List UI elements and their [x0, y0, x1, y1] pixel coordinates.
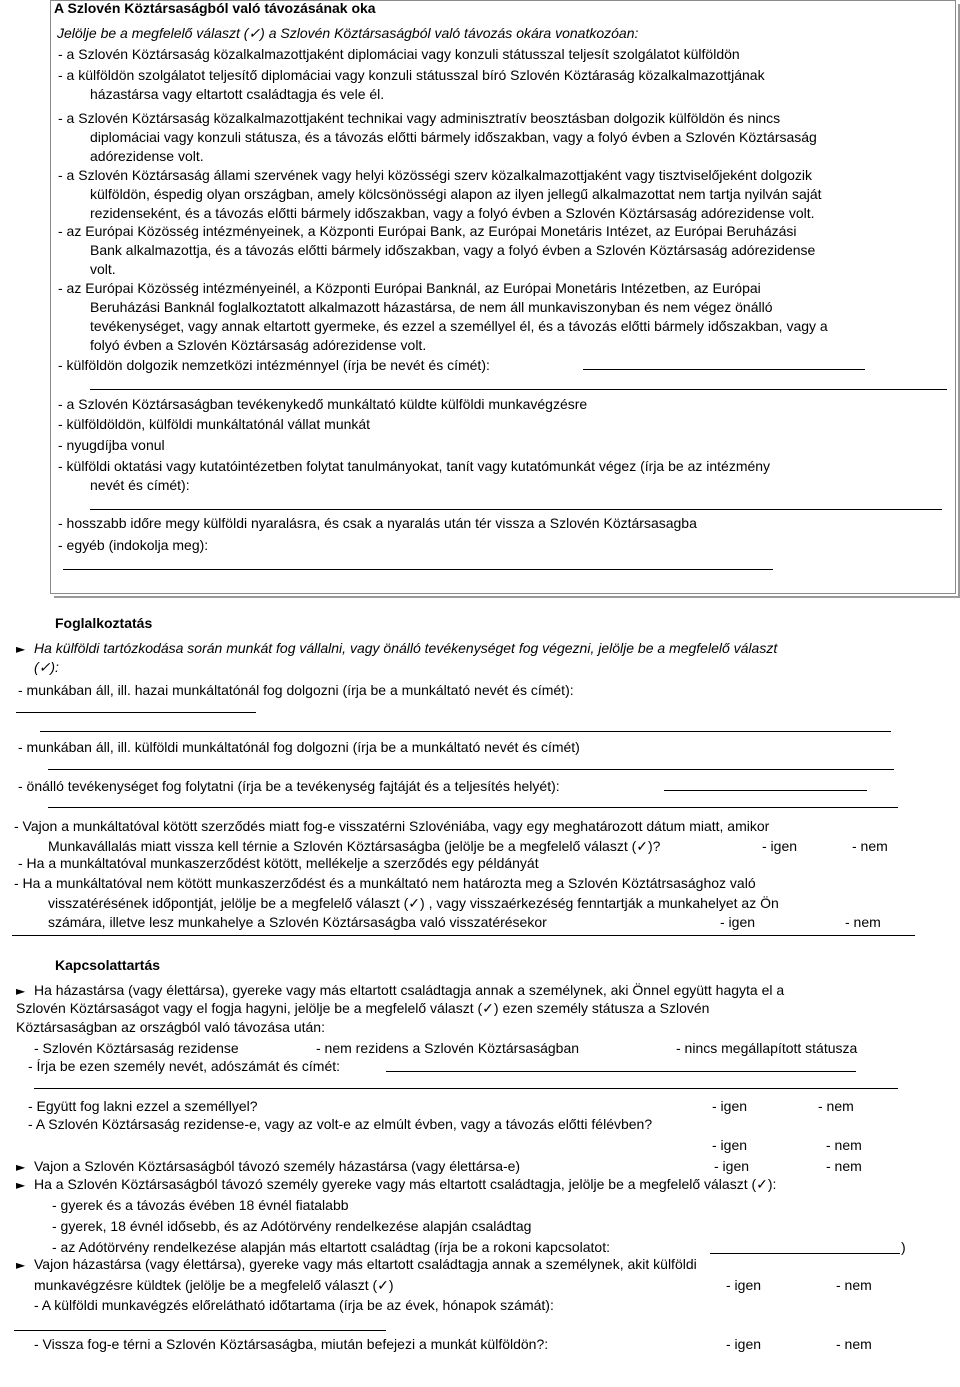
return-yes-option[interactable]: - igen [762, 838, 798, 854]
foreign-employer-line[interactable] [48, 769, 894, 770]
employment-option-domestic[interactable]: - munkában áll, ill. hazai munkáltatónál fog dolgozni (írja be a munkáltató nevét és címét): [18, 682, 574, 698]
dependent-option-other[interactable]: - az Adótörvény rendelkezése alapján más eltartott családtag (írja be a rokoni kapcsolatot: [52, 1239, 610, 1255]
return-home-yes-option[interactable]: - igen [726, 1336, 762, 1352]
departure-item-text: külföldön, éspedig olyan országban, amely kölcsönösségi alapon az ilyen jellegű alkalmazottat nem tartja nyilván saját [90, 186, 822, 202]
contact-arrow-icon: ► [16, 984, 26, 998]
departure-item-5-line-1[interactable] [58, 223, 797, 239]
work-question-line-1: Vajon házastársa (vagy élettársa), gyereke vagy más eltartott családtagja annak a személynek, akit külföldi [34, 1256, 697, 1272]
departure-item-6-line-4 [90, 337, 426, 353]
departure-item-5-line-3 [90, 261, 116, 277]
employment-option-foreign[interactable]: - munkában áll, ill. külföldi munkáltatónál fog dolgozni (írja be a munkáltató nevét és címét) [18, 739, 580, 755]
departure-item-text: - külföldi oktatási vagy kutatóintézetben folytat tanulmányokat, tanít vagy kutatómunkát végez (írja be az intézmény [58, 458, 771, 474]
work-yes-option[interactable]: - igen [726, 1277, 762, 1293]
employment-title: Foglalkoztatás [55, 615, 153, 631]
resident-yes-option[interactable]: - igen [712, 1137, 748, 1153]
domestic-employer-line-2[interactable] [40, 731, 891, 732]
workplace-no-option[interactable]: - nem [845, 914, 881, 930]
work-question-line-2: munkavégzésre küldtek (jelölje be a megfelelő választ (✓) [34, 1277, 394, 1293]
resident-no-option[interactable]: - nem [826, 1137, 862, 1153]
live-together-yes-option[interactable]: - igen [712, 1098, 748, 1114]
dependents-arrow-icon: ► [16, 1178, 26, 1192]
departure-item-text: - a Szlovén Köztársaság közalkalmazottjaként technikai vagy adminisztratív beosztásban dolgozik külföldön és nincs [58, 110, 781, 126]
departure-item-text: - az Európai Közösség intézményeinek, a Központi Európai Bank, az Európai Monetáris Intézet, az Európai Beruházási [58, 223, 797, 239]
dependents-question: Ha a Szlovén Köztársaságból távozó személy gyereke vagy más eltartott családtagja, jelölje be a megfelelő választ (✓): [34, 1176, 777, 1192]
relationship-fill-line[interactable] [710, 1253, 900, 1254]
spouse-question-line-3: Köztársaságban az országból való távozása után: [16, 1019, 325, 1035]
employment-bottom-rule [12, 935, 915, 936]
return-no-option[interactable]: - nem [852, 838, 888, 854]
departure-item-text: - az Európai Közösség intézményeinél, a Központi Európai Banknál, az Európai Monetáris Intézetben, az Európai [58, 280, 761, 296]
work-arrow-icon: ► [16, 1258, 26, 1272]
departure-item-3-line-2 [90, 129, 817, 145]
return-question-line-1: - Vajon a munkáltatóval kötött szerződés miatt fog-e visszatérni Szlovéniába, vagy egy meghatározott dátum miatt, amikor [14, 818, 770, 834]
return-question-line-2: Munkavállalás miatt vissza kell térnie a Szlovén Köztársaságba (jelölje be a megfelelő választ (✓)? [48, 838, 661, 854]
departure-item-9-line-1[interactable] [58, 416, 370, 432]
departure-item-text: - külföldöldön, külföldi munkáltatónál vállat munkát [58, 416, 371, 432]
departure-item-text: Beruházási Banknál foglalkoztatott alkalmazott házastársa, de nem áll munkaviszonyban és nem végez önálló [90, 299, 773, 315]
no-contract-line-2: visszatérésének időpontját, jelölje be a megfelelő választ (✓) , vagy visszaérkezéség fenntartják a munkahelyet az Ön [48, 895, 779, 911]
institution-fill-line-1[interactable] [583, 369, 865, 370]
departure-item-4-line-2 [90, 186, 822, 202]
departure-item-text: Bank alkalmazottja, és a távozás előtti bármely időszakban, vagy a folyó évben a Szlovén Köztársaság adórezidense [90, 242, 816, 258]
status-undetermined-option[interactable]: - nincs megállapított státusza [676, 1040, 858, 1056]
duration-fill-line[interactable] [14, 1330, 386, 1331]
departure-item-7-line-1[interactable] [58, 357, 490, 373]
departure-instruction: Jelölje be a megfelelő választ (✓) a Szlovén Köztársaságból való távozás okára vonatkozóan: [57, 25, 639, 41]
departure-item-text: - a Szlovén Köztársaság állami szervének vagy helyi közösségi szerv közalkalmazottjaként vagy tisztviselőjeként dolgozik [58, 167, 813, 183]
live-together-question: - Együtt fog lakni ezzel a személlyel? [28, 1098, 258, 1114]
departure-title: A Szlovén Köztársaságból való távozásának oka [54, 0, 376, 16]
departure-item-10-line-1[interactable] [58, 437, 165, 453]
person-details-line-2[interactable] [34, 1088, 898, 1089]
departure-item-text: diplomáciai vagy konzuli státusza, és a távozás előtti bármely időszakban, vagy a folyó évben a Szlovén Köztársaság [90, 129, 817, 145]
spouse-leaving-question: Vajon a Szlovén Köztársaságból távozó személy házastársa (vagy élettársa-e) [34, 1158, 521, 1174]
departure-item-text: tevékenységet, vagy annak eltartott gyermeke, és ezzel a személlyel él, és a távozás előtti bármely időszakban, vagy a [90, 318, 828, 334]
departure-item-3-line-1[interactable] [58, 110, 780, 126]
contract-note: - Ha a munkáltatóval munkaszerződést kötött, mellékelje a szerződés egy példányát [18, 855, 539, 871]
duration-label: - A külföldi munkavégzés előrelátható időtartama (írja be az évek, hónapok számát): [34, 1297, 554, 1313]
work-no-option[interactable]: - nem [836, 1277, 872, 1293]
departure-item-text: nevét és címét): [90, 477, 190, 493]
departure-item-4-line-1[interactable] [58, 167, 812, 183]
departure-item-11-line-1[interactable] [58, 458, 770, 474]
spouse-question-line-1: Ha házastársa (vagy élettársa), gyereke vagy más eltartott családtagja annak a személynek, aki Önnel együtt hagyta el a [34, 982, 785, 998]
return-home-question: - Vissza fog-e térni a Szlovén Köztársaságba, miután befejezi a munkát külföldön?: [34, 1336, 549, 1352]
domestic-employer-line-1[interactable] [16, 712, 256, 713]
departure-item-6-line-1[interactable] [58, 280, 761, 296]
spouse-question-line-2: Szlovén Köztársaságot vagy el fogja hagyni, jelölje be a megfelelő választ (✓) ezen személy státusza a Szlovén [16, 1000, 710, 1016]
departure-item-text: - hosszabb időre megy külföldi nyaralásra, és csak a nyaralás után tér vissza a Szlovén Köztársasagba [58, 515, 697, 531]
departure-item-2-line-2 [90, 86, 384, 102]
departure-item-text: - külföldön dolgozik nemzetközi intézménnyel (írja be nevét és címét): [58, 357, 490, 373]
spouse-leaving-yes-option[interactable]: - igen [714, 1158, 750, 1174]
write-person-label: - Írja be ezen személy nevét, adószámát és címét: [28, 1058, 341, 1074]
spouse-leaving-arrow-icon: ► [16, 1160, 26, 1174]
departure-item-text: rezidenseként, és a távozás előtti bármely időszakban, vagy a folyó évben a Szlovén Köztársaság adórezidense volt. [90, 205, 815, 221]
institution-fill-line-2[interactable] [90, 389, 947, 390]
status-resident-option[interactable]: - Szlovén Köztársaság rezidense [34, 1040, 239, 1056]
self-employment-line-1[interactable] [664, 790, 867, 791]
departure-item-2-line-1[interactable] [58, 67, 765, 83]
departure-item-text: házastársa vagy eltartott családtagja és vele él. [90, 86, 385, 102]
departure-item-text: folyó évben a Szlovén Köztársaság adórezidense volt. [90, 337, 427, 353]
dependent-option-adult[interactable]: - gyerek, 18 évnél idősebb, és az Adótörvény rendelkezése alapján családtag [52, 1218, 532, 1234]
departure-item-3-line-3 [90, 148, 204, 164]
departure-item-11-line-2 [90, 477, 190, 493]
status-nonresident-option[interactable]: - nem rezidens a Szlovén Köztársaságban [316, 1040, 580, 1056]
live-together-no-option[interactable]: - nem [818, 1098, 854, 1114]
employment-option-self[interactable]: - önálló tevékenységet fog folytatni (írja be a tevékenység fajtáját és a teljesítés helyét): [18, 778, 560, 794]
no-contract-line-3: számára, illetve lesz munkahelye a Szlovén Köztársaságba való visszatérésekor [48, 914, 547, 930]
departure-item-text: adórezidense volt. [90, 148, 204, 164]
departure-item-13-line-1[interactable] [58, 537, 208, 553]
departure-item-text: - egyéb (indokolja meg): [58, 537, 209, 553]
resident-question: - A Szlovén Köztársaság rezidense-e, vagy az volt-e az elmúlt évben, vagy a távozás előtti félévben? [28, 1116, 653, 1132]
departure-item-text: - a Szlovén Köztársaságban tevékenykedő munkáltató küldte külföldi munkavégzésre [58, 396, 588, 412]
no-contract-line-1: - Ha a munkáltatóval nem kötött munkaszerződést és a munkáltató nem határozta meg a Szlovén Köztátrsasághoz való [14, 875, 756, 891]
employment-arrow-icon: ► [16, 642, 26, 656]
spouse-leaving-no-option[interactable]: - nem [826, 1158, 862, 1174]
self-employment-line-2[interactable] [48, 807, 898, 808]
close-paren: ) [901, 1239, 906, 1255]
departure-item-5-line-2 [90, 242, 815, 258]
employment-question-line-1: Ha külföldi tartózkodása során munkát fog vállalni, vagy önálló tevékenységet fog végezni, jelölje be a megfelelő választ [34, 640, 778, 656]
departure-item-8-line-1[interactable] [58, 396, 587, 412]
workplace-yes-option[interactable]: - igen [720, 914, 756, 930]
departure-item-12-line-1[interactable] [58, 515, 697, 531]
other-reason-fill-line[interactable] [63, 569, 773, 570]
departure-item-text: - a külföldön szolgálatot teljesítő diplomáciai vagy konzuli státusszal bíró Szlovén Köztáraság közalkalmazottjának [58, 67, 765, 83]
departure-item-1-line-1[interactable] [58, 46, 740, 62]
departure-item-text: volt. [90, 261, 116, 277]
departure-item-6-line-3 [90, 318, 828, 334]
departure-item-text: - a Szlovén Köztársaság közalkalmazottjaként diplomáciai vagy konzuli státusszal teljesít szolgálatot külföldön [58, 46, 740, 62]
departure-item-text: - nyugdíjba vonul [58, 437, 165, 453]
contact-title: Kapcsolattartás [55, 957, 161, 973]
dependent-option-minor[interactable]: - gyerek és a távozás évében 18 évnél fiatalabb [52, 1197, 349, 1213]
research-fill-line[interactable] [90, 509, 942, 510]
person-details-line-1[interactable] [386, 1071, 856, 1072]
return-home-no-option[interactable]: - nem [836, 1336, 872, 1352]
departure-item-6-line-2 [90, 299, 773, 315]
employment-question-line-2: (✓): [34, 659, 59, 675]
departure-item-4-line-3 [90, 205, 815, 221]
